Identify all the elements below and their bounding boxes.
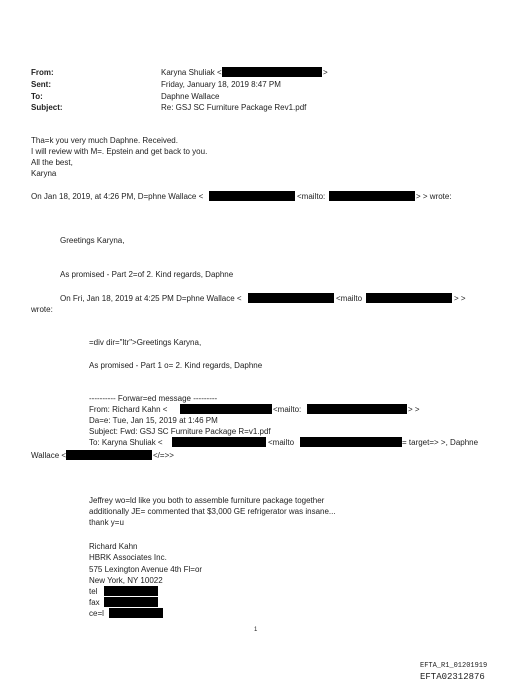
signature-fax-label: fax bbox=[89, 598, 100, 607]
sent-value: Friday, January 18, 2019 8:47 PM bbox=[161, 80, 281, 89]
quote-body: As promised - Part 2=of 2. Kind regards, Daphne bbox=[60, 270, 234, 279]
quote-body: As promised - Part 1 o= 2. Kind regards, Daphne bbox=[89, 361, 263, 370]
redaction-bar bbox=[329, 191, 415, 201]
from-value: Karyna Shuliak < bbox=[161, 68, 222, 77]
quote-greeting: =div dir="ltr">Greetings Karyna, bbox=[89, 338, 202, 347]
redaction-bar bbox=[109, 608, 163, 618]
forwarded-subject: Subject: Fwd: GSJ SC Furniture Package R=v1.pdf bbox=[89, 427, 271, 436]
signature-name: Richard Kahn bbox=[89, 542, 138, 551]
forwarded-to-mailto: <mailto bbox=[268, 438, 295, 447]
redaction-bar bbox=[300, 437, 402, 447]
quote-intro-mailto: <mailto bbox=[336, 294, 363, 303]
forwarded-to-end: = target=> >, Daphne bbox=[402, 438, 479, 447]
redaction-bar bbox=[209, 191, 295, 201]
signature-city: New York, NY 10022 bbox=[89, 576, 163, 585]
redaction-bar bbox=[248, 293, 334, 303]
reply-line: Karyna bbox=[31, 169, 57, 178]
redaction-bar bbox=[66, 450, 152, 460]
reply-line: All the best, bbox=[31, 158, 73, 167]
redaction-bar bbox=[366, 293, 452, 303]
redaction-bar bbox=[222, 67, 322, 77]
document-id-small: EFTA_R1_01201919 bbox=[420, 662, 488, 670]
message-line: thank y=u bbox=[89, 518, 124, 527]
reply-line: Tha=k you very much Daphne. Received. bbox=[31, 136, 178, 145]
message-line: additionally JE= commented that $3,000 GE refrigerator was insane... bbox=[89, 507, 336, 516]
quote-intro-end: > > wrote: bbox=[416, 192, 452, 201]
subject-label: Subject: bbox=[31, 103, 63, 112]
subject-value: Re: GSJ SC Furniture Package Rev1.pdf bbox=[161, 103, 307, 112]
signature-tel-label: tel bbox=[89, 587, 98, 596]
to-value: Daphne Wallace bbox=[161, 92, 220, 101]
redaction-bar bbox=[307, 404, 407, 414]
quote-intro: On Jan 18, 2019, at 4:26 PM, D=phne Wallace < bbox=[31, 192, 204, 201]
page-number: 1 bbox=[254, 627, 258, 633]
forwarded-to: To: Karyna Shuliak < bbox=[89, 438, 163, 447]
forwarded-date: Da=e: Tue, Jan 15, 2019 at 1:46 PM bbox=[89, 416, 218, 425]
redaction-bar bbox=[172, 437, 266, 447]
reply-line: I will review with M=. Epstein and get back to you. bbox=[31, 147, 208, 156]
redaction-bar bbox=[180, 404, 272, 414]
redaction-bar bbox=[104, 586, 158, 596]
forwarded-from-mailto: <mailto: bbox=[273, 405, 302, 414]
message-line: Jeffrey wo=ld like you both to assemble furniture package together bbox=[89, 496, 325, 505]
forwarded-wallace-end: </=>> bbox=[153, 451, 174, 460]
to-label: To: bbox=[31, 92, 43, 101]
redaction-bar bbox=[104, 597, 158, 607]
from-value-end: > bbox=[323, 68, 328, 77]
forwarded-wallace: Wallace < bbox=[31, 451, 67, 460]
quote-greeting: Greetings Karyna, bbox=[60, 236, 125, 245]
quote-intro-mailto: <mailto: bbox=[297, 192, 326, 201]
sent-label: Sent: bbox=[31, 80, 51, 89]
forwarded-from: From: Richard Kahn < bbox=[89, 405, 168, 414]
signature-company: HBRK Associates Inc. bbox=[89, 553, 167, 562]
signature-address: 575 Lexington Avenue 4th Fl=or bbox=[89, 565, 203, 574]
document-id-large: EFTA02312876 bbox=[420, 672, 485, 682]
forwarded-from-end: > > bbox=[408, 405, 420, 414]
from-label: From: bbox=[31, 68, 54, 77]
quote-intro: On Fri, Jan 18, 2019 at 4:25 PM D=phne Wallace < bbox=[60, 294, 242, 303]
forwarded-marker: ---------- Forwar=ed message --------- bbox=[89, 394, 218, 403]
signature-cell-label: ce=l bbox=[89, 609, 104, 618]
quote-intro-wrote: wrote: bbox=[31, 305, 53, 314]
quote-intro-end: > > bbox=[454, 294, 466, 303]
